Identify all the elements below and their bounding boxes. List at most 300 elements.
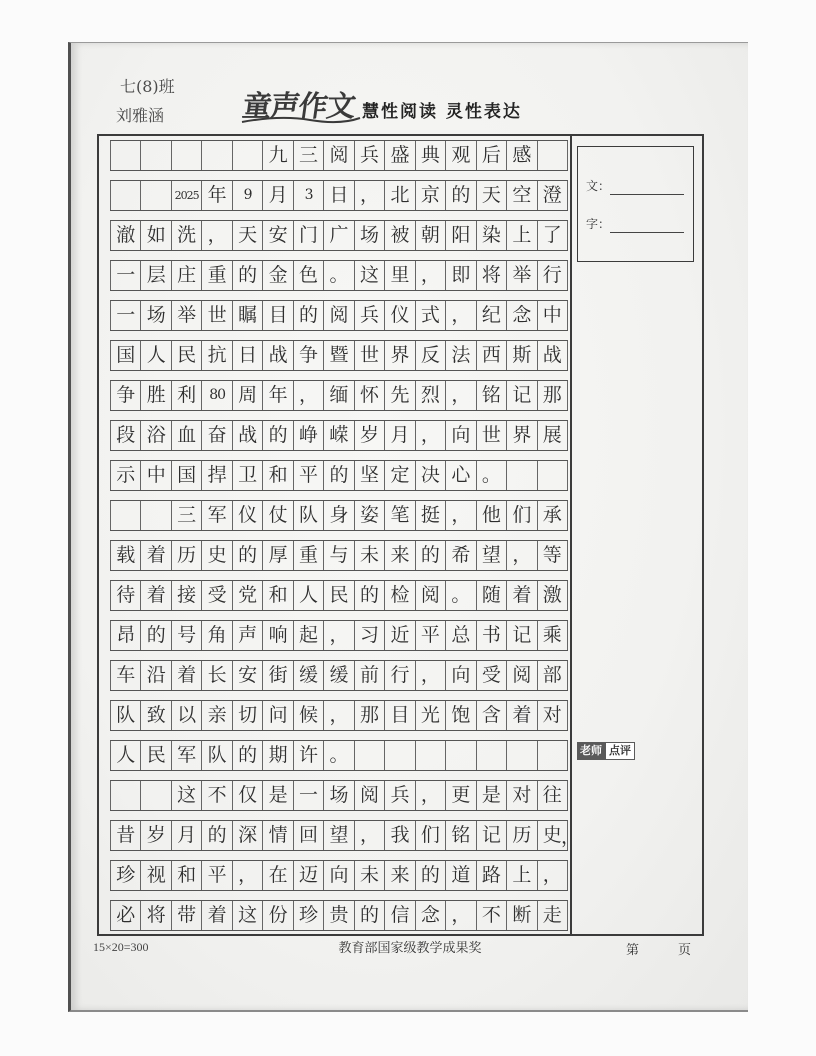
grid-cell: 怀	[354, 381, 384, 410]
grid-cell: ，	[415, 421, 445, 450]
grid-cell: 仗	[262, 501, 292, 530]
grid-cell: 争	[293, 341, 323, 370]
grid-cell: 战	[232, 421, 262, 450]
grid-cell: 庄	[171, 261, 201, 290]
grid-cell: 着	[171, 661, 201, 690]
grid-cell	[110, 781, 140, 810]
grid-row	[110, 500, 568, 531]
grid-cell: 一	[110, 301, 140, 330]
grid-row	[110, 420, 568, 451]
grid-cell: 回	[293, 821, 323, 850]
grid-cell: 卫	[232, 461, 262, 490]
grid-cell: 人	[293, 581, 323, 610]
grid-cell: 军	[171, 741, 201, 770]
grid-cell: 澄	[537, 181, 568, 210]
grid-cell: ，	[445, 901, 475, 930]
grid-cell: 国	[171, 461, 201, 490]
award-text: 教育部国家级教学成果奖	[338, 941, 482, 956]
grid-cell: 的	[140, 621, 170, 650]
grid-cell: 日	[323, 181, 353, 210]
grid-cell: 乘	[537, 621, 568, 650]
grid-row	[110, 740, 568, 771]
grid-row	[110, 220, 568, 251]
grid-cell: 未	[354, 541, 384, 570]
grid-cell: ，	[323, 621, 353, 650]
grid-cell: 层	[140, 261, 170, 290]
grid-cell: 空	[506, 181, 536, 210]
grid-cell: 的	[293, 301, 323, 330]
grid-cell: 举	[171, 301, 201, 330]
wen-line	[610, 194, 684, 195]
grid-cell	[232, 141, 262, 170]
grid-cell: 亲	[201, 701, 231, 730]
grid-cell	[171, 141, 201, 170]
grid-cell	[537, 741, 568, 770]
grid-cell: 队	[201, 741, 231, 770]
grid-cell: 走	[537, 901, 568, 930]
slogan: 慧性阅读 灵性表达	[362, 102, 522, 122]
grid-cell: 安	[262, 221, 292, 250]
grid-cell: 举	[506, 261, 536, 290]
grid-cell	[110, 501, 140, 530]
grid-cell: 阅	[323, 141, 353, 170]
grid-cell: 世	[354, 341, 384, 370]
grid-cell: 争	[110, 381, 140, 410]
grid-cell: 以	[171, 701, 201, 730]
grid-cell: 前	[354, 661, 384, 690]
grid-cell: 的	[232, 261, 262, 290]
grid-row	[110, 900, 568, 931]
grid-cell: 安	[232, 661, 262, 690]
grid-cell: 来	[384, 861, 414, 890]
grid-cell: 场	[140, 301, 170, 330]
grid-cell: 着	[140, 541, 170, 570]
grid-cell: 9	[232, 181, 262, 210]
grid-cell: 号	[171, 621, 201, 650]
grid-cell: 色	[293, 261, 323, 290]
grid-cell	[354, 741, 384, 770]
grid-cell: 决	[415, 461, 445, 490]
grid-cell: 带	[171, 901, 201, 930]
grid-cell: ，	[232, 861, 262, 890]
grid-cell: 3	[293, 181, 323, 210]
grid-cell: 对	[537, 701, 568, 730]
grid-cell: 望	[323, 821, 353, 850]
grid-cell: 身	[323, 501, 353, 530]
grid-cell: 月	[384, 421, 414, 450]
grid-cell: 历	[171, 541, 201, 570]
grid-cell: 峥	[293, 421, 323, 450]
grid-cell: 习	[354, 621, 384, 650]
grid-cell: 民	[140, 741, 170, 770]
grid-cell: 视	[140, 861, 170, 890]
grid-spec: 15×20=300	[93, 940, 149, 954]
grid-cell	[201, 141, 231, 170]
grid-cell: 和	[262, 581, 292, 610]
grid-cell: 往	[537, 781, 568, 810]
grid-cell: 着	[506, 701, 536, 730]
grid-cell: 的	[232, 741, 262, 770]
grid-cell	[476, 741, 506, 770]
grid-cell: 史	[201, 541, 231, 570]
grid-cell: ，	[445, 501, 475, 530]
grid-row	[110, 580, 568, 611]
student-name: 刘雅涵	[116, 106, 165, 125]
grid-cell: 希	[445, 541, 475, 570]
grid-cell	[537, 141, 568, 170]
grid-cell: 等	[537, 541, 568, 570]
grid-cell: 史	[537, 821, 568, 850]
grid-cell: 未	[354, 861, 384, 890]
grid-cell: 总	[445, 621, 475, 650]
grid-cell: 记	[506, 381, 536, 410]
grid-row	[110, 700, 568, 731]
grid-cell: 深	[232, 821, 262, 850]
grid-cell: 仅	[232, 781, 262, 810]
grid-cell: 向	[445, 421, 475, 450]
grid-cell: 着	[140, 581, 170, 610]
grid-cell: 洗	[171, 221, 201, 250]
grid-cell: 目	[262, 301, 292, 330]
grid-cell: 角	[201, 621, 231, 650]
grid-cell: 浴	[140, 421, 170, 450]
grid-cell: 长	[201, 661, 231, 690]
grid-cell: 九	[262, 141, 292, 170]
class-label: 七(8)班	[120, 77, 175, 96]
grid-cell: 一	[293, 781, 323, 810]
grid-cell: 阅	[415, 581, 445, 610]
grid-cell: 西	[476, 341, 506, 370]
grid-cell: 的	[445, 181, 475, 210]
grid-cell: 将	[476, 261, 506, 290]
grid-cell: 队	[293, 501, 323, 530]
grid-cell: 澈	[110, 221, 140, 250]
grid-row	[110, 460, 568, 491]
grid-cell: 心	[445, 461, 475, 490]
grid-cell: 不	[201, 781, 231, 810]
grid-row	[110, 180, 568, 211]
grid-cell: 和	[171, 861, 201, 890]
grid-cell: 示	[110, 461, 140, 490]
grid-cell: 月	[171, 821, 201, 850]
grid-cell: 情	[262, 821, 292, 850]
grid-cell: 载	[110, 541, 140, 570]
grid-cell: 昔	[110, 821, 140, 850]
grid-cell: 这	[171, 781, 201, 810]
grid-cell: 纪	[476, 301, 506, 330]
grid-cell: 广	[323, 221, 353, 250]
grid-cell: 历	[506, 821, 536, 850]
grid-cell: 迈	[293, 861, 323, 890]
grid-cell: 承	[537, 501, 568, 530]
grid-cell: 饱	[445, 701, 475, 730]
grid-cell: 重	[201, 261, 231, 290]
grid-cell: 中	[140, 461, 170, 490]
grid-cell: 问	[262, 701, 292, 730]
grid-cell	[506, 461, 536, 490]
grid-cell: 民	[323, 581, 353, 610]
grid-cell: 着	[201, 901, 231, 930]
grid-cell: 珍	[110, 861, 140, 890]
grid-cell: 典	[415, 141, 445, 170]
grid-cell	[140, 781, 170, 810]
grid-cell	[537, 461, 568, 490]
grid-cell: 候	[293, 701, 323, 730]
grid-cell: 起	[293, 621, 323, 650]
grid-cell: 被	[384, 221, 414, 250]
grid-cell: 民	[171, 341, 201, 370]
grid-cell: 阅	[323, 301, 353, 330]
grid-cell: 党	[232, 581, 262, 610]
grid-cell: 的	[232, 541, 262, 570]
grid-cell: 们	[415, 821, 445, 850]
grid-cell: 和	[262, 461, 292, 490]
grid-cell: 三	[293, 141, 323, 170]
grid-cell: 北	[384, 181, 414, 210]
grid-cell: ，	[445, 301, 475, 330]
grid-cell	[110, 141, 140, 170]
grid-row	[110, 860, 568, 891]
score-box	[577, 146, 694, 262]
grid-cell: 了	[537, 221, 568, 250]
grid-cell: 嵘	[323, 421, 353, 450]
grid-cell: 一	[110, 261, 140, 290]
grid-cell: 金	[262, 261, 292, 290]
grid-cell: 念	[415, 901, 445, 930]
grid-cell: 上	[506, 861, 536, 890]
grid-cell	[140, 501, 170, 530]
grid-cell: 坚	[354, 461, 384, 490]
grid-cell: 缅	[323, 381, 353, 410]
badge-teacher: 老师	[577, 742, 605, 760]
badge-comment: 点评	[605, 742, 635, 760]
grid-cell: 即	[445, 261, 475, 290]
grid-cell: 月	[262, 181, 292, 210]
grid-cell: 含	[476, 701, 506, 730]
grid-cell: 挺	[415, 501, 445, 530]
grid-cell: 道	[445, 861, 475, 890]
grid-row	[110, 140, 568, 171]
grid-cell: 姿	[354, 501, 384, 530]
grid-cell	[445, 741, 475, 770]
grid-cell: 朝	[415, 221, 445, 250]
grid-cell: 着	[506, 581, 536, 610]
grid-cell: 平	[293, 461, 323, 490]
comment-column-divider	[570, 134, 572, 936]
page-number-suffix: 页	[678, 943, 692, 958]
grid-cell: 的	[354, 901, 384, 930]
grid-cell: 铭	[445, 821, 475, 850]
grid-cell: ，	[445, 381, 475, 410]
grid-cell: 的	[354, 581, 384, 610]
grid-cell: 是	[262, 781, 292, 810]
margin-punctuation: ，	[561, 826, 581, 848]
grid-cell: 不	[476, 901, 506, 930]
grid-cell: 战	[537, 341, 568, 370]
grid-cell: 信	[384, 901, 414, 930]
grid-cell: 对	[506, 781, 536, 810]
grid-cell: 仪	[232, 501, 262, 530]
grid-row	[110, 620, 568, 651]
grid-cell: 2025	[171, 181, 201, 210]
zi-line	[610, 232, 684, 233]
grid-cell: 兵	[354, 141, 384, 170]
grid-cell: 抗	[201, 341, 231, 370]
grid-cell: 份	[262, 901, 292, 930]
grid-cell: 的	[323, 461, 353, 490]
grid-row	[110, 540, 568, 571]
grid-cell: 目	[384, 701, 414, 730]
grid-cell: 80	[201, 381, 231, 410]
grid-cell: 重	[293, 541, 323, 570]
grid-cell: 界	[384, 341, 414, 370]
grid-cell: 兵	[384, 781, 414, 810]
logo-swoosh-icon	[240, 114, 362, 126]
grid-cell: 我	[384, 821, 414, 850]
grid-cell: 平	[415, 621, 445, 650]
grid-cell: 在	[262, 861, 292, 890]
grid-cell: 。	[323, 741, 353, 770]
grid-cell: 门	[293, 221, 323, 250]
grid-cell: 许	[293, 741, 323, 770]
grid-row	[110, 260, 568, 291]
grid-cell: 行	[537, 261, 568, 290]
brand-logo: 童声作文	[240, 89, 358, 123]
grid-cell: 接	[171, 581, 201, 610]
grid-cell: 人	[110, 741, 140, 770]
grid-cell: 书	[476, 621, 506, 650]
grid-row	[110, 780, 568, 811]
grid-cell: 天	[232, 221, 262, 250]
grid-cell: 阳	[445, 221, 475, 250]
grid-cell: 奋	[201, 421, 231, 450]
grid-cell: 响	[262, 621, 292, 650]
grid-cell: ，	[201, 221, 231, 250]
grid-row	[110, 820, 568, 851]
grid-cell: 与	[323, 541, 353, 570]
grid-cell: 那	[537, 381, 568, 410]
grid-cell: 笔	[384, 501, 414, 530]
grid-cell: 日	[232, 341, 262, 370]
grid-cell: 昂	[110, 621, 140, 650]
grid-cell: 军	[201, 501, 231, 530]
grid-cell: 国	[110, 341, 140, 370]
grid-cell: 暨	[323, 341, 353, 370]
grid-cell: 世	[201, 301, 231, 330]
grid-cell: 缓	[323, 661, 353, 690]
grid-cell: 观	[445, 141, 475, 170]
grid-cell: 检	[384, 581, 414, 610]
grid-cell: 血	[171, 421, 201, 450]
grid-cell	[110, 181, 140, 210]
grid-cell: 向	[323, 861, 353, 890]
grid-cell: 染	[476, 221, 506, 250]
grid-cell: 的	[262, 421, 292, 450]
grid-cell: 珍	[293, 901, 323, 930]
grid-cell: 念	[506, 301, 536, 330]
grid-cell: 中	[537, 301, 568, 330]
grid-cell: ，	[415, 261, 445, 290]
grid-cell	[384, 741, 414, 770]
grid-cell: 那	[354, 701, 384, 730]
grid-cell: 三	[171, 501, 201, 530]
grid-cell: 感	[506, 141, 536, 170]
grid-cell: 场	[354, 221, 384, 250]
grid-cell: 更	[445, 781, 475, 810]
grid-cell: ，	[323, 701, 353, 730]
grid-cell: 式	[415, 301, 445, 330]
grid-cell	[506, 741, 536, 770]
grid-cell: 定	[384, 461, 414, 490]
grid-cell: 待	[110, 581, 140, 610]
grid-cell: 上	[506, 221, 536, 250]
grid-cell	[140, 141, 170, 170]
page-number-prefix: 第	[626, 943, 640, 958]
grid-cell: 街	[262, 661, 292, 690]
grid-cell: 利	[171, 381, 201, 410]
grid-cell: 沿	[140, 661, 170, 690]
grid-cell: 仪	[384, 301, 414, 330]
grid-cell: 贵	[323, 901, 353, 930]
grid-cell: 后	[476, 141, 506, 170]
grid-cell: 这	[232, 901, 262, 930]
grid-cell: ，	[415, 661, 445, 690]
grid-cell: 京	[415, 181, 445, 210]
grid-cell: ，	[415, 781, 445, 810]
grid-cell: 瞩	[232, 301, 262, 330]
grid-cell: 随	[476, 581, 506, 610]
grid-row	[110, 380, 568, 411]
zi-label: 字：	[586, 217, 611, 231]
grid-cell: 光	[415, 701, 445, 730]
grid-cell: 斯	[506, 341, 536, 370]
grid-cell: 。	[445, 581, 475, 610]
grid-cell	[140, 181, 170, 210]
grid-cell: 车	[110, 661, 140, 690]
grid-cell: 铭	[476, 381, 506, 410]
grid-cell: 周	[232, 381, 262, 410]
grid-cell: 将	[140, 901, 170, 930]
grid-cell: 受	[476, 661, 506, 690]
grid-cell: 里	[384, 261, 414, 290]
grid-cell: 。	[323, 261, 353, 290]
grid-cell: 捍	[201, 461, 231, 490]
grid-cell: 路	[476, 861, 506, 890]
grid-cell: 来	[384, 541, 414, 570]
grid-cell: ，	[354, 821, 384, 850]
grid-cell: 人	[140, 341, 170, 370]
grid-cell: 这	[354, 261, 384, 290]
grid-cell: 望	[476, 541, 506, 570]
grid-cell: 厚	[262, 541, 292, 570]
grid-cell: 致	[140, 701, 170, 730]
grid-cell: 平	[201, 861, 231, 890]
grid-cell: 反	[415, 341, 445, 370]
grid-cell: 年	[201, 181, 231, 210]
grid-cell: 先	[384, 381, 414, 410]
grid-cell: 天	[476, 181, 506, 210]
grid-cell: 展	[537, 421, 568, 450]
grid-cell: ，	[537, 861, 568, 890]
grid-cell: 记	[506, 621, 536, 650]
grid-row	[110, 300, 568, 331]
grid-cell: ，	[506, 541, 536, 570]
grid-cell: 。	[476, 461, 506, 490]
grid-cell: 阅	[506, 661, 536, 690]
writing-grid	[110, 140, 568, 932]
grid-cell: 期	[262, 741, 292, 770]
grid-cell: 向	[445, 661, 475, 690]
